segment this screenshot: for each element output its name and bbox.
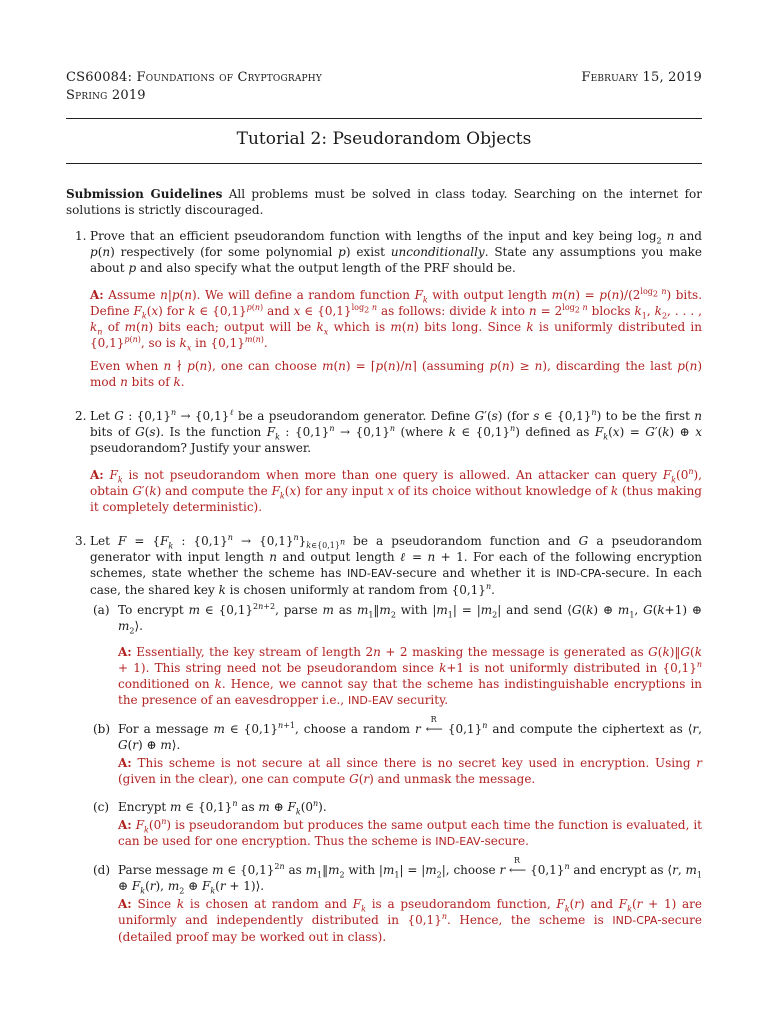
- problem-3: 3. Let $F = \{F_k$ : $\{0,1\}^n \to \{0,1\}^n\}_{k\in\{0,1\}^n}$ be a pseudorandom function and G a pseudorandom generator with input length n and output length ℓ = n + 1. For each of the following encryption schemes, state whether the scheme has IND-EAV-secure and whether it is IND-CPA-secure. In each case, the shared key k is chosen uniformly at random from $\{0,1\}^n$.: [75, 533, 703, 597]
- part-3a: (a) To encrypt m ∈ $\{0,1\}^{2n+2}$, parse m as $m_1‖m_2$ with $|m_1| = |m_2|$ and send ⟨G(k) ⊕ $m_1$, G(k+1) ⊕ $m_2⟩$.: [93, 602, 702, 636]
- submission-guidelines: [66, 186, 702, 218]
- answer-1: A: Assume n|p(n). We will define a random function $F_k$ with output length $m(n) = p(n)/(2^{log_2 n})$ bits. Define $F_k(x)$ for k ∈ $\{0,1\}^{p(n)}$ and x ∈ $\{0,1\}^{log_2 n}$ as follows: divide k into $n = 2^{log_2 n}$ blocks $k_1$, $k_2$, . . . , $k_n$ of m(n) bits each; output will be $k_x$ which is m(n) bits long. Since k is uniformly distributed in $\{0,1\}^{p(n)}$, so is $k_x$ in $\{0,1\}^{m(n)}$. Even when n ∤ p(n), one can choose m(n) = ⌈p(n)/n⌉ (assuming p(n) ≥ n), discarding the last p(n) mod n bits of k.: [90, 287, 703, 389]
- part-3b: (b) For a message m ∈ $\{0,1\}^{n+1}$, choose a random r ⟵ R $\{0,1\}^n$ and compute the ciphertext as ⟨r, G(r) ⊕ m⟩.: [93, 715, 702, 752]
- guidelines-heading: Submission Guidelines: [66, 187, 223, 201]
- tutorial-body: [66, 186, 702, 945]
- title-rule: [66, 163, 702, 164]
- part-3c: (c) Encrypt m ∈ $\{0,1\}^n$ as m ⊕ $F_k(0^n)$.: [93, 799, 327, 817]
- problem-1: 1. Prove that an efficient pseudorandom function with lengths of the input and key being $\log_2 n$ and p(n) respectively (for some polynomial p) exist unconditionally. State any assumptions you make about p and also specify what the output length of the PRF should be.: [75, 229, 703, 275]
- answer-3d: A: Since k is chosen at random and $F_k$ is a pseudorandom function, $F_k(r)$ and $F_k(r + 1)$ are uniformly and independently distributed in $\{0,1\}^n$. Hence, the scheme is IND-CPA-secure (detailed proof may be worked out in class).: [118, 897, 703, 944]
- answer-3b: A: This scheme is not secure at all since there is no secret key used in encryption. Using r (given in the clear), one can compute G(r) and unmask the message.: [118, 756, 702, 786]
- guidelines-text: All problems must be solved in class today. Searching on the internet for solutions is strictly discouraged.: [66, 187, 702, 217]
- page-title: Tutorial 2: Pseudorandom Objects: [236, 129, 532, 149]
- answer-3a: A: Essentially, the key stream of length 2n + 2 masking the message is generated as G(k)‖G(k + 1). This string need not be pseudorandom since k+1 is not uniformly distributed in $\{0,1\}^n$ conditioned on k. Hence, we cannot say that the scheme has indistinguishable encryptions in the presence of an eavesdropper i.e., IND-EAV security.: [118, 645, 703, 707]
- part-3d: (d) Parse message m ∈ $\{0,1\}^{2n}$ as $m_1‖m_2$ with $|m_1| = |m_2|$, choose r ⟵ R $\{0,1\}^n$ and encrypt as ⟨r, $m_1$ ⊕ $F_k(r)$, $m_2$ ⊕ $F_k(r$ + 1)⟩.: [93, 856, 702, 896]
- course-name: CS60084: Foundations of Cryptography: [66, 70, 323, 85]
- date: February 15, 2019: [581, 70, 702, 85]
- answer-2: A: $F_k$ is not pseudorandom when more than one query is allowed. An attacker can query $F_k(0^n)$, obtain G′(k) and compute the $F_k(x)$ for any input x of its choice without knowledge of k (thus making it completely deterministic).: [90, 467, 702, 514]
- answer-3c: A: $F_k(0^n)$ is pseudorandom but produces the same output each time the function is evaluated, it can be used for one encryption. Thus the scheme is IND-EAV-secure.: [118, 817, 702, 848]
- problem-2: 2. Let G : $\{0,1\}^n \to \{0,1\}^\ell$ be a pseudorandom generator. Define G′(s) (for s ∈ $\{0,1\}^n$) to be the first n bits of G(s). Is the function $F_k$ : $\{0,1\}^n \to \{0,1\}^n$ (where k ∈ $\{0,1\}^n$) defined as $F_k(x) = G'(k)$ ⊕ x pseudorandom? Justify your answer.: [75, 408, 702, 455]
- top-rule: [66, 118, 702, 119]
- semester: Spring 2019: [66, 88, 146, 103]
- course-info: [66, 69, 322, 105]
